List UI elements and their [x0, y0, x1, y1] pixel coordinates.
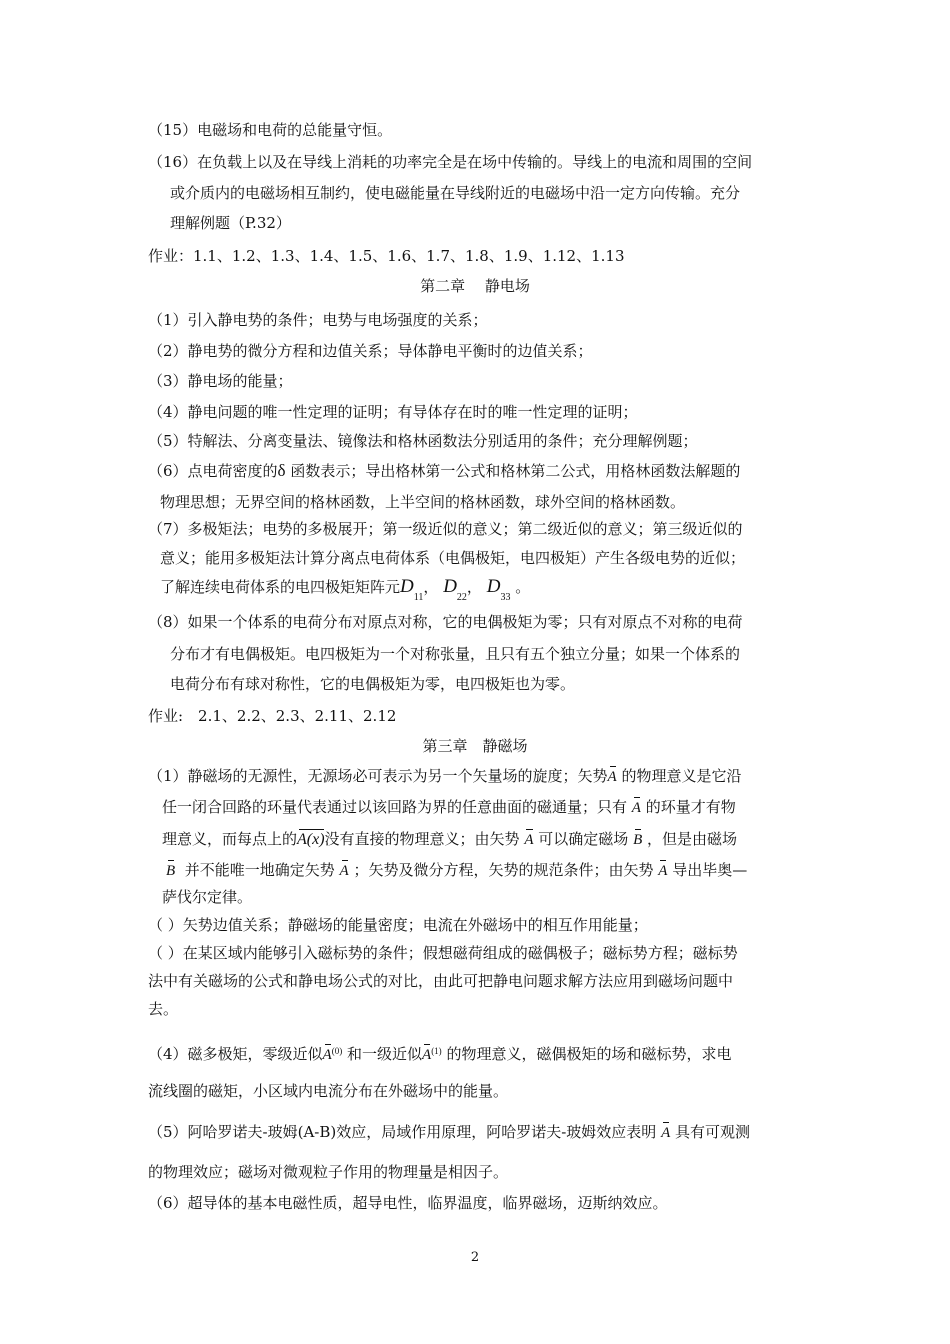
text-segment: 的物理意义，磁偶极矩的场和磁标势，求电	[446, 1045, 732, 1063]
ch3-item-4-line2: 流线圈的磁矩，小区域内电流分布在外磁场中的能量。	[148, 1082, 509, 1100]
vector-A: A	[661, 1125, 671, 1141]
ch3-item-5-line2: 的物理效应；磁场对微观粒子作用的物理量是相因子。	[148, 1163, 509, 1181]
text-segment: （1）静磁场的无源性，无源场必可表示为另一个矢量场的旋度；矢势	[148, 767, 608, 785]
text-segment: 任一闭合回路的环量代表通过以该回路为界的任意曲面的磁通量；只有	[162, 798, 628, 816]
text-segment: 理意义，而每点上的	[162, 830, 298, 848]
text-segment: 导出毕奥—	[672, 861, 748, 879]
ch3-item-1-line2	[162, 797, 736, 818]
text-segment: （6）点电荷密度的	[148, 462, 278, 480]
text-segment: 并不能唯一地确定矢势	[184, 861, 335, 879]
item-15: （15）电磁场和电荷的总能量守恒。	[148, 121, 393, 139]
separator: ，	[466, 578, 482, 596]
vector-A: A	[524, 832, 534, 848]
vector-A-zero-order: $A^{(0)}$	[322, 1046, 343, 1063]
ch3-item-2: （ ）矢势边值关系；静磁场的能量密度；电流在外磁场中的相互作用能量；	[148, 916, 648, 934]
d11-symbol: $D_{11}$	[400, 576, 424, 603]
vector-A: A	[631, 800, 641, 816]
item-16-line2: 或介质内的电磁场相互制约，使电磁能量在导线附近的电磁场中沿一定方向传输。充分	[170, 184, 741, 202]
ch3-item-6: （6）超导体的基本电磁性质，超导电性，临界温度，临界磁场，迈斯纳效应。	[148, 1194, 668, 1212]
ch3-item-1-line1	[148, 766, 742, 787]
text-segment: ，但是由磁场	[647, 830, 738, 848]
chapter-3-heading: 第三章 静磁场	[422, 737, 528, 755]
ch3-item-1-line5: 萨伐尔定律。	[162, 888, 253, 906]
item-16-line1: （16）在负载上以及在导线上消耗的功率完全是在场中传输的。导线上的电流和周围的空间	[148, 153, 753, 171]
ch3-item-5-line1	[148, 1122, 750, 1143]
text-segment: 可以确定磁场	[538, 830, 629, 848]
vector-A: A	[339, 863, 349, 879]
ch2-item-1: （1）引入静电势的条件；电势与电场强度的关系；	[148, 311, 488, 329]
page-number: 2	[470, 1250, 480, 1265]
d22-symbol: $D_{22}$	[443, 576, 467, 603]
ch2-item-6-line2: 物理思想；无界空间的格林函数，上半空间的格林函数，球外空间的格林函数。	[160, 493, 686, 511]
text-segment: 了解连续电荷体系的电四极矩矩阵元	[160, 578, 401, 596]
vector-A: A	[658, 863, 668, 879]
ch3-item-4-line1	[148, 1041, 731, 1065]
text-segment: 没有直接的物理意义；由矢势	[324, 830, 520, 848]
ch2-item-6-line1	[148, 461, 740, 481]
text-segment: ；矢势及微分方程，矢势的规范条件；由矢势	[353, 861, 654, 879]
vector-A-first-order: $A^{(1)}$	[422, 1046, 442, 1063]
separator: ，	[423, 578, 439, 596]
period: 。	[515, 578, 531, 596]
ch2-item-8-line2: 分布才有电偶极矩。电四极矩为一个对称张量，且只有五个独立分量；如果一个体系的	[170, 645, 741, 663]
ch2-item-7-line2: 意义；能用多极矩法计算分离点电荷体系（电偶极矩，电四极矩）产生各级电势的近似；	[160, 549, 746, 567]
chapter-2-heading: 第二章 静电场	[420, 277, 530, 295]
text-segment: （5）阿哈罗诺夫-玻姆(A-B)效应，局域作用原理，阿哈罗诺夫-玻姆效应表明	[148, 1123, 657, 1141]
ch3-item-1-line3	[162, 829, 737, 850]
ch3-item-3-line1: （ ）在某区域内能够引入磁标势的条件；假想磁荷组成的磁偶极子；磁标势方程；磁标势	[148, 944, 738, 962]
homework-chapter-1: 作业：1.1、1.2、1.3、1.4、1.5、1.6、1.7、1.8、1.9、1.12、1.13	[148, 247, 625, 265]
vector-B: B	[166, 863, 176, 879]
vector-B: B	[633, 832, 643, 848]
text-segment: 和一级近似	[347, 1045, 423, 1063]
ch2-item-4: （4）静电问题的唯一性定理的证明；有导体存在时的唯一性定理的证明；	[148, 403, 638, 421]
ch2-item-7-line3	[160, 577, 530, 608]
homework-chapter-2: 作业: 2.1、2.2、2.3、2.11、2.12	[148, 707, 397, 725]
ch2-item-3: （3）静电场的能量；	[148, 372, 293, 390]
ch3-item-3-line2: 法中有关磁场的公式和静电场公式的对比，由此可把静电问题求解方法应用到磁场问题中	[148, 972, 734, 990]
ch2-item-2: （2）静电势的微分方程和边值关系；导体静电平衡时的边值关系；	[148, 342, 593, 360]
ch2-item-5: （5）特解法、分离变量法、镜像法和格林函数法分别适用的条件；充分理解例题；	[148, 432, 698, 450]
item-16-line3: 理解例题（P.32）	[170, 214, 291, 232]
text-segment: 的物理意义是它沿	[621, 767, 742, 785]
ch2-item-8-line1: （8）如果一个体系的电荷分布对原点对称，它的电偶极矩为零；只有对原点不对称的电荷	[148, 613, 743, 631]
ch2-item-7-line1: （7）多极矩法；电势的多极展开；第一级近似的意义；第二级近似的意义；第三级近似的	[148, 520, 743, 538]
vector-A-of-x: A(x)	[297, 831, 325, 848]
d33-symbol: $D_{33}$	[486, 576, 511, 603]
ch3-item-3-line3: 去。	[148, 1000, 179, 1018]
text-segment: 具有可观测	[675, 1123, 751, 1141]
delta-symbol: δ	[277, 461, 286, 480]
text-segment: 函数表示；导出格林第一公式和格林第二公式，用格林函数法解题的	[290, 462, 741, 480]
vector-A: A	[607, 769, 617, 785]
text-segment: 的环量才有物	[645, 798, 736, 816]
text-segment: （4）磁多极矩，零级近似	[148, 1045, 323, 1063]
ch2-item-8-line3: 电荷分布有球对称性，它的电偶极矩为零，电四极矩也为零。	[170, 675, 576, 693]
ch3-item-1-line4	[166, 860, 747, 881]
